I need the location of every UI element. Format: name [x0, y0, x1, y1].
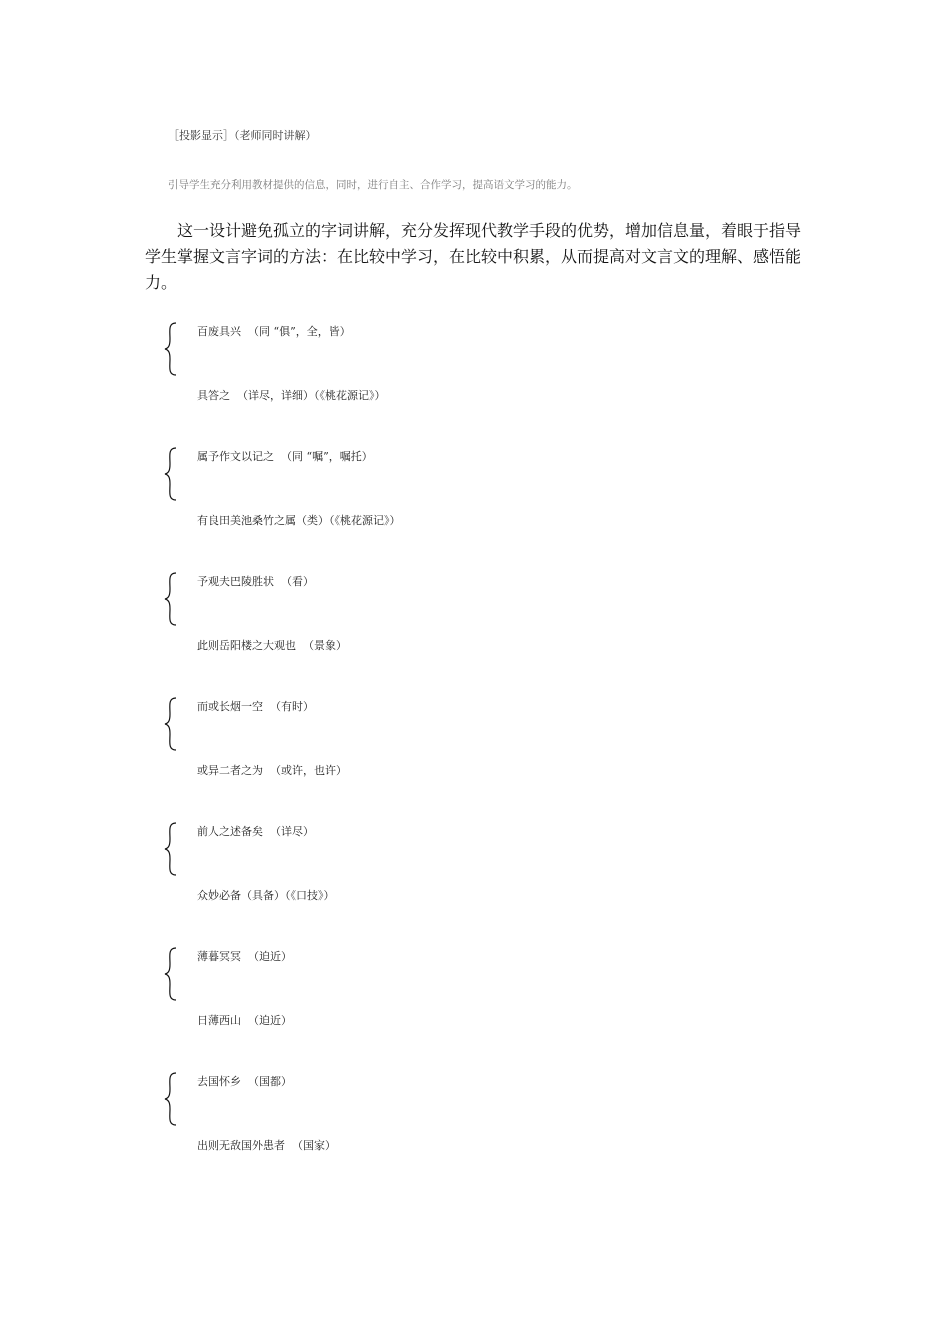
word-comparison-group — [160, 1071, 720, 1161]
left-brace-icon — [160, 1071, 184, 1127]
word-comparison-group — [160, 696, 720, 786]
example-usage-1: 百废具兴 （同 “俱”，全，皆） — [197, 325, 351, 338]
left-brace-icon — [160, 946, 184, 1002]
word-comparison-group — [160, 446, 720, 536]
design-paragraph: 这一设计避免孤立的字词讲解，充分发挥现代教学手段的优势，增加信息量，着眼于指导学生掌握文言字词的方法：在比较中学习，在比较中积累，从而提高对文言文的理解、感悟能力。 — [145, 221, 802, 292]
left-brace-icon — [160, 571, 184, 627]
example-usage-1: 而或长烟一空 （有时） — [197, 700, 314, 713]
example-usage-1: 予观夫巴陵胜状 （看） — [197, 575, 314, 588]
projection-heading: ［投影显示］（老师同时讲解） — [168, 129, 317, 142]
left-brace-icon — [160, 821, 184, 877]
example-usage-1: 属予作文以记之 （同 “嘱”，嘱托） — [197, 450, 373, 463]
example-usage-2: 出则无敌国外患者 （国家） — [197, 1139, 336, 1152]
example-usage-2: 日薄西山 （迫近） — [197, 1014, 292, 1027]
example-usage-1: 薄暮冥冥 （迫近） — [197, 950, 292, 963]
left-brace-icon — [160, 696, 184, 752]
word-comparison-group — [160, 321, 720, 411]
left-brace-icon — [160, 321, 184, 377]
word-comparison-group — [160, 571, 720, 661]
guidance-note: 引导学生充分利用教材提供的信息，同时，进行自主、合作学习，提高语文学习的能力。 — [168, 179, 578, 191]
example-usage-2: 此则岳阳楼之大观也 （景象） — [197, 639, 347, 652]
example-usage-1: 前人之述备矣 （详尽） — [197, 825, 314, 838]
word-comparison-group — [160, 821, 720, 911]
example-usage-2: 众妙必备（具备）（《口技》） — [197, 889, 335, 902]
example-usage-2: 或异二者之为 （或许，也许） — [197, 764, 347, 777]
word-comparison-group — [160, 946, 720, 1036]
example-usage-2: 具答之 （详尽，详细）（《桃花源记》） — [197, 389, 386, 402]
example-usage-1: 去国怀乡 （国都） — [197, 1075, 292, 1088]
example-usage-2: 有良田美池桑竹之属（类）（《桃花源记》） — [197, 514, 401, 527]
left-brace-icon — [160, 446, 184, 502]
